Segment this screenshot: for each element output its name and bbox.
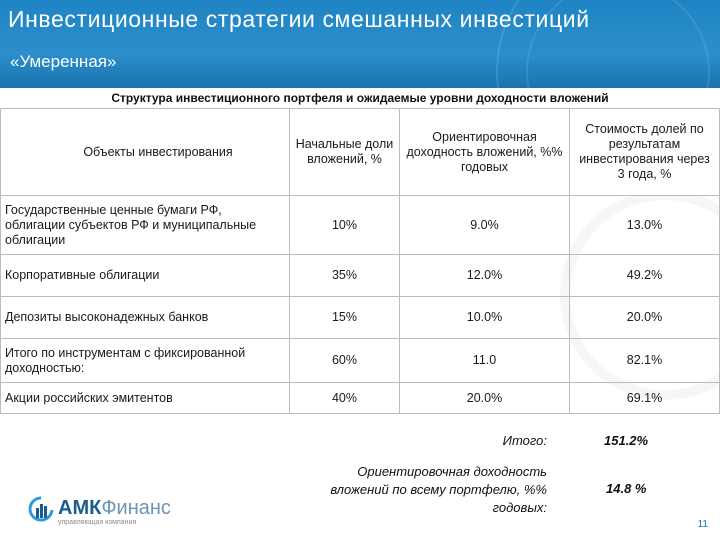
logo-name-bold: АМК	[58, 497, 102, 519]
cell-value: 69.1%	[570, 383, 720, 414]
cell-yield: 10.0%	[400, 297, 570, 339]
logo-emblem-icon	[28, 496, 54, 524]
table-row	[1, 255, 720, 297]
cell-value: 20.0%	[570, 297, 720, 339]
cell-object: Корпоративные облигации	[1, 255, 290, 297]
cell-object: Государственные ценные бумаги РФ, облигации субъектов РФ и муниципальные облигации	[1, 196, 290, 255]
cell-object: Акции российских эмитентов	[1, 383, 290, 414]
portfolio-yield-value: 14.8 %	[606, 481, 647, 496]
table-row	[1, 297, 720, 339]
portfolio-table	[0, 108, 720, 414]
cell-value: 49.2%	[570, 255, 720, 297]
column-header-objects: Объекты инвестирования	[1, 109, 290, 196]
table-caption: Структура инвестиционного портфеля и ожидаемые уровни доходности вложений	[111, 91, 609, 105]
column-header-share: Начальные доли вложений, %	[290, 109, 400, 196]
column-header-value: Стоимость долей по результатам инвестирования через 3 года, %	[570, 109, 720, 196]
table-row	[1, 196, 720, 255]
logo-name-light: Финанс	[101, 497, 171, 519]
column-header-yield: Ориентировочная доходность вложений, %% годовых	[400, 109, 570, 196]
table-row	[1, 339, 720, 383]
table-header-row	[1, 109, 720, 196]
cell-value: 82.1%	[570, 339, 720, 383]
cell-value: 13.0%	[570, 196, 720, 255]
logo-wordmark	[58, 497, 171, 520]
cell-share: 35%	[290, 255, 400, 297]
strategy-name: «Умеренная»	[10, 52, 117, 71]
cell-share: 10%	[290, 196, 400, 255]
total-value: 151.2%	[604, 433, 649, 448]
cell-yield: 11.0	[400, 339, 570, 383]
cell-object: Итого по инструментам с фиксированной доходностью:	[1, 339, 290, 383]
portfolio-yield-label: Ориентировочная доходность вложений по всему портфелю, %% годовых:	[330, 464, 547, 515]
total-label: Итого:	[502, 433, 547, 448]
page-title: Инвестиционные стратегии смешанных инвестиций	[8, 6, 590, 32]
cell-yield: 20.0%	[400, 383, 570, 414]
header-band	[0, 0, 720, 88]
cell-share: 60%	[290, 339, 400, 383]
cell-share: 15%	[290, 297, 400, 339]
logo-tagline: управляющая компания	[58, 519, 137, 526]
cell-yield: 12.0%	[400, 255, 570, 297]
cell-share: 40%	[290, 383, 400, 414]
cell-yield: 9.0%	[400, 196, 570, 255]
page-number: 11	[697, 519, 708, 530]
cell-object: Депозиты высоконадежных банков	[1, 297, 290, 339]
table-row	[1, 383, 720, 414]
